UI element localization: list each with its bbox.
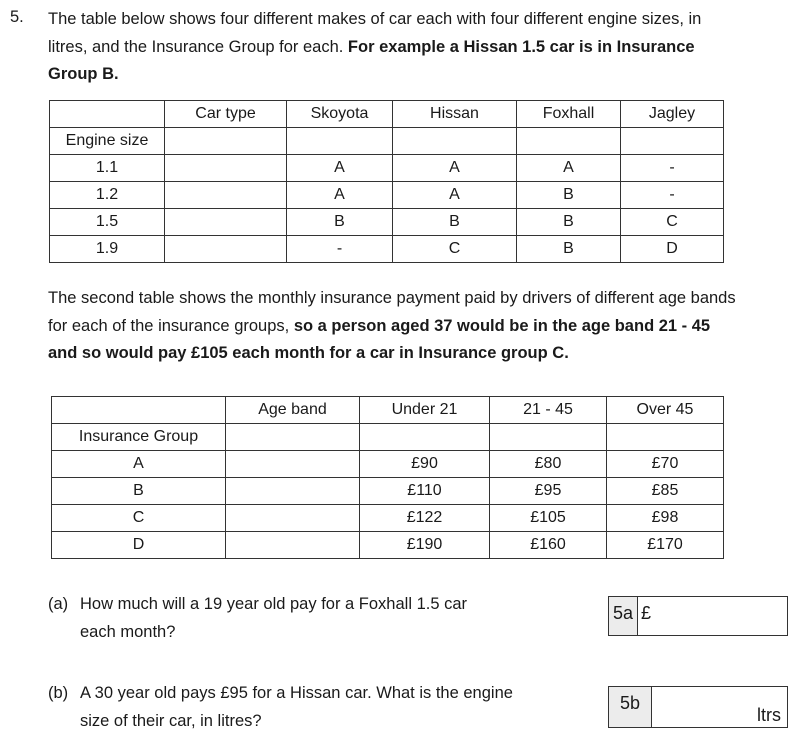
- row-header-insurance-group: Insurance Group: [52, 424, 226, 451]
- answer-field-5b[interactable]: [652, 687, 787, 727]
- table-cell: [490, 424, 607, 451]
- table-cell: [226, 478, 360, 505]
- table-cell: [287, 128, 393, 155]
- table-cell: £160: [490, 532, 607, 559]
- column-header: Under 21: [360, 397, 490, 424]
- table-cell: £85: [607, 478, 724, 505]
- answer-box-5b: [608, 686, 788, 728]
- intro-line-2: [48, 34, 788, 62]
- table-row: [52, 505, 724, 532]
- table-cell: -: [621, 155, 724, 182]
- engine-insurance-table: [49, 100, 724, 263]
- table-cell: [226, 424, 360, 451]
- table-cell: £170: [607, 532, 724, 559]
- table-cell: B: [287, 209, 393, 236]
- table-row: [50, 236, 724, 263]
- table-row: [52, 424, 724, 451]
- table-cell: [52, 397, 226, 424]
- question-b-line-2: size of their car, in litres?: [80, 712, 262, 730]
- engine-size-cell: 1.2: [50, 182, 165, 209]
- table-cell: [165, 209, 287, 236]
- insurance-payment-table: [51, 396, 724, 559]
- pound-symbol: £: [641, 603, 652, 623]
- group-cell: B: [52, 478, 226, 505]
- second-line-3: [48, 340, 793, 368]
- question-a-text: How much will a 19 year old pay for a Foxhall 1.5 car: [80, 595, 468, 613]
- table-cell: [226, 532, 360, 559]
- table-cell: £95: [490, 478, 607, 505]
- table-row: [52, 532, 724, 559]
- second-line-2: [48, 313, 793, 341]
- table-row: [50, 209, 724, 236]
- table-cell: £80: [490, 451, 607, 478]
- table-cell: A: [517, 155, 621, 182]
- question-a-line-2: each month?: [80, 623, 176, 641]
- answer-field-5a[interactable]: [638, 597, 787, 635]
- intro-line-3: [48, 61, 788, 89]
- table-cell: [226, 505, 360, 532]
- second-paragraph: [48, 285, 793, 368]
- column-header: 21 - 45: [490, 397, 607, 424]
- column-header: Hissan: [393, 101, 517, 128]
- question-b-line-1: [48, 679, 513, 707]
- table-cell: A: [287, 155, 393, 182]
- question-a-line-1: [48, 590, 467, 618]
- question-b-label: (b): [48, 684, 69, 702]
- question-b-text: A 30 year old pays £95 for a Hissan car. What is the engine: [80, 684, 513, 702]
- question-number: 5.: [10, 8, 24, 26]
- table-row: [52, 397, 724, 424]
- intro-line-2-plain: litres, and the Insurance Group for each.: [48, 37, 348, 56]
- table-row: [50, 128, 724, 155]
- group-cell: C: [52, 505, 226, 532]
- question-b: [48, 679, 513, 735]
- table-cell: C: [621, 209, 724, 236]
- answer-box-5a-tag: 5a: [609, 597, 638, 635]
- table-cell: B: [393, 209, 517, 236]
- table-cell: A: [393, 182, 517, 209]
- table-cell: [621, 128, 724, 155]
- table-cell: B: [517, 236, 621, 263]
- engine-size-cell: 1.1: [50, 155, 165, 182]
- intro-line-3-bold: Group B.: [48, 65, 119, 83]
- intro-line-2-bold: For example a Hissan 1.5 car is in Insurance: [347, 37, 695, 56]
- table-cell: C: [393, 236, 517, 263]
- table-cell: £105: [490, 505, 607, 532]
- table-cell: -: [287, 236, 393, 263]
- table-cell: A: [287, 182, 393, 209]
- group-cell: A: [52, 451, 226, 478]
- table-row: [50, 101, 724, 128]
- table-cell: £98: [607, 505, 724, 532]
- second-line-2-plain: for each of the insurance groups,: [48, 316, 294, 335]
- table-cell: [165, 128, 287, 155]
- table-cell: B: [517, 209, 621, 236]
- group-cell: D: [52, 532, 226, 559]
- answer-box-5b-tag: 5b: [609, 687, 652, 727]
- intro-paragraph: [48, 6, 788, 89]
- table-cell: B: [517, 182, 621, 209]
- table-cell: A: [393, 155, 517, 182]
- table-cell: [165, 155, 287, 182]
- column-header: Skoyota: [287, 101, 393, 128]
- litres-unit: ltrs: [757, 705, 781, 725]
- table-row: [50, 155, 724, 182]
- question-a-label: (a): [48, 595, 69, 613]
- table-cell: [607, 424, 724, 451]
- column-header: Over 45: [607, 397, 724, 424]
- table-cell: [360, 424, 490, 451]
- table-cell: -: [621, 182, 724, 209]
- column-header-car-type: Car type: [165, 101, 287, 128]
- table-row: [50, 182, 724, 209]
- table-cell: [517, 128, 621, 155]
- second-line-2-bold: so a person aged 37 would be in the age band 21 - 45: [293, 316, 711, 335]
- second-line-3-bold: and so would pay £105 each month for a car in Insurance group C.: [48, 344, 569, 362]
- table-cell: £90: [360, 451, 490, 478]
- table-cell: [165, 236, 287, 263]
- table-cell: [393, 128, 517, 155]
- intro-line-1: The table below shows four different makes of car each with four different engine sizes, in: [48, 10, 702, 28]
- table-cell: £190: [360, 532, 490, 559]
- engine-size-cell: 1.5: [50, 209, 165, 236]
- table-row: [52, 478, 724, 505]
- table-cell: £110: [360, 478, 490, 505]
- table-cell: £122: [360, 505, 490, 532]
- row-header-engine-size: Engine size: [50, 128, 165, 155]
- table-cell: D: [621, 236, 724, 263]
- table-cell: [165, 182, 287, 209]
- second-line-1: The second table shows the monthly insurance payment paid by drivers of different age bands: [48, 289, 736, 307]
- table-cell: [50, 101, 165, 128]
- engine-size-cell: 1.9: [50, 236, 165, 263]
- column-header-age-band: Age band: [226, 397, 360, 424]
- column-header: Jagley: [621, 101, 724, 128]
- table-cell: [226, 451, 360, 478]
- column-header: Foxhall: [517, 101, 621, 128]
- table-row: [52, 451, 724, 478]
- question-a: [48, 590, 467, 646]
- answer-box-5a: [608, 596, 788, 636]
- table-cell: £70: [607, 451, 724, 478]
